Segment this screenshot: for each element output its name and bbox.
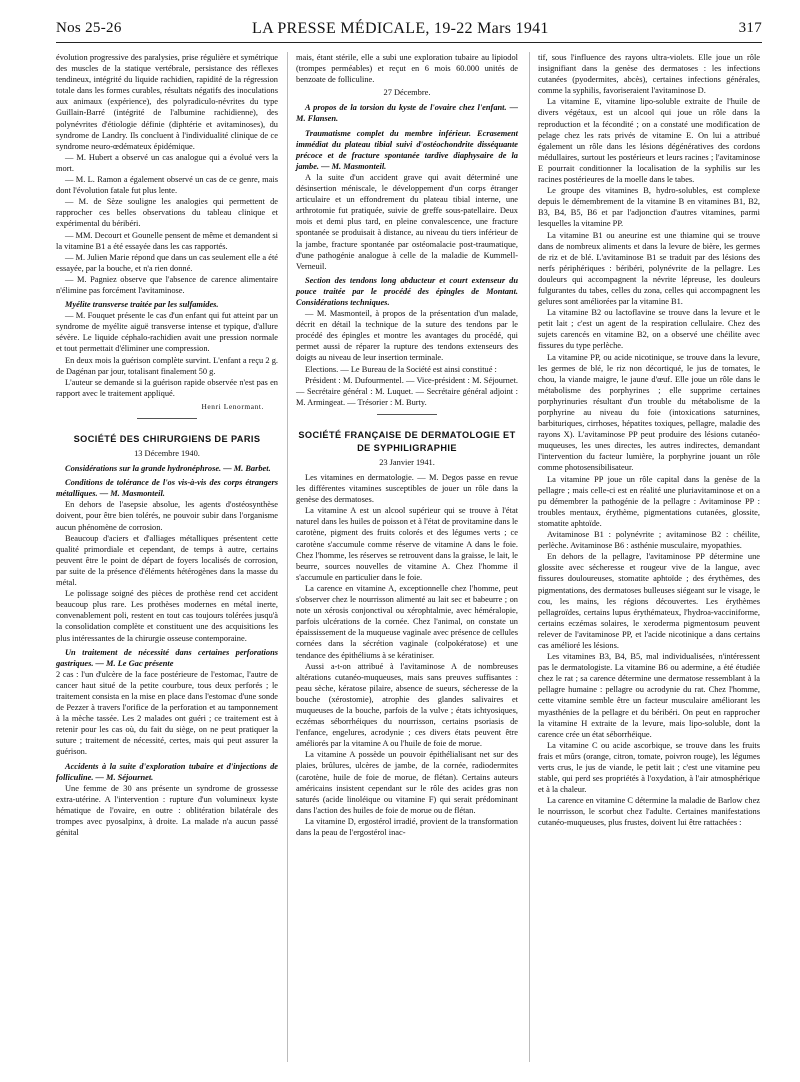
paragraph: — M. Hubert a observé un cas analogue qui a évolué vers la mort. <box>56 152 278 173</box>
paragraph: Beaucoup d'aciers et d'alliages métalliques présentent cette qualité primordiale et cependant, de temps à autre, certains peuvent être le point de départ de foyers localisés de corrosion, par suite de la présence d'éléments hétérogènes dans la masse du métal. <box>56 533 278 588</box>
paragraph: Les vitamines en dermatologie. — M. Degos passe en revue les différentes vitamines susceptibles de jouer un rôle dans la genèse des dermatoses. <box>296 473 518 505</box>
header-rule <box>56 42 762 43</box>
paragraph: L'auteur se demande si la guérison rapide observée n'est pas en rapport avec le traitement appliqué. <box>56 377 278 398</box>
paragraph: — M. Pagniez observe que l'absence de carence alimentaire n'élimine pas forcément l'avitaminose. <box>56 274 278 295</box>
issue-number: Nos 25-26 <box>56 20 122 36</box>
author-signature: Henri Lenormant. <box>201 401 264 411</box>
article-heading: Un traitement de nécessité dans certaines perforations gastriques. — M. Le Gac présente <box>56 647 278 668</box>
paragraph: Le polissage soigné des pièces de prothèse rend cet accident beaucoup plus rare. Les prothèses modernes en métal inerte, convenablement poli, restent en tout cas toujours tolérées jusqu'à la consolidation complète et constituent une des acquisitions les plus intéressantes de la chirurgie osseuse contemporaine. <box>56 589 278 643</box>
column-2 <box>296 52 518 838</box>
column-divider <box>529 52 530 1062</box>
article-heading: Section des tendons long abducteur et court extenseur du pouce traitée par le procédé des épingles de Montant. Considérations techniques. <box>296 275 518 307</box>
paragraph: La carence en vitamine C détermine la maladie de Barlow chez le nourrisson, le scorbut chez l'adulte. Certaines manifestations cutanéo-muqueuses, plus frustes, doivent lui être rattachées : <box>538 796 760 828</box>
paragraph: Aussi a-t-on attribué à l'avitaminose A de nombreuses altérations cutanéo-muqueuses, mais sans preuves suffisantes : peau sèche, kératose pilaire, absence de sueurs, sécheresse de la bouche (xérostomie), atrophie des glandes salivaires et muqueuses de la bouche, parfois de la vulve ; états ichtyosiques, eczémas séborrhéiques du nourrisson, certains psoriasis de l'enfance, engelures, acrodynie ; ces divers états peuvent être améliorés par la vitamine A ou l'huile de foie de morue. <box>296 661 518 749</box>
session-date: 13 Décembre 1940. <box>134 449 200 458</box>
section-separator <box>377 414 437 415</box>
column-3 <box>538 52 760 829</box>
article-heading: A propos de la torsion du kyste de l'ovaire chez l'enfant. — M. Flansen. <box>296 103 518 124</box>
paragraph: — M. Julien Marie répond que dans un cas seulement elle a été essayée, par la bouche, et n'a rien donné. <box>56 252 278 273</box>
running-header <box>56 20 762 42</box>
paragraph: En dehors de l'asepsie absolue, les agents d'ostéosynthèse doivent, pour être bien tolérés, ne pouvoir subir dans l'organisme aucun phénomène de corrosion. <box>56 500 278 532</box>
article-heading: Myélite transverse traitée par les sulfamides. <box>65 300 219 310</box>
paragraph: tif, sous l'influence des rayons ultra-violets. Elle joue un rôle insignifiant dans la genèse des dermatoses : les infections cutanées (pyodermites, abcès), certaines infections générales, comme la syphilis, favoriseraient l'avitaminose D. <box>538 53 760 96</box>
paragraph: La vitamine PP, ou acide nicotinique, se trouve dans la levure, les germes de blé, le riz non décortiqué, le jus de tomates, le chou, la viande maigre, le jaune d'œuf. Elle joue un rôle dans le métabolisme des porphyrines ; elle supprime certaines porphyrinuries résultant d'un trouble du métabolisme de la porphyrine au niveau du foie (intoxications saturnines, barbituriques, cirrhoses, hépatites toxiques, pellagre, maladie des rayons X). L'avitaminose PP peut produire des lésions cutanéo-muqueuses, les unes directes, les autres indirectes, demandant l'intervention du facteur lumière, la porphyrine jouant un rôle comme photosensibilisateur. <box>538 352 760 473</box>
article-heading: Traumatisme complet du membre inférieur. Ecrasement immédiat du plateau tibial suivi d'ostéochondrite disséquante précoce et de fracture spontanée tardive diaphysaire de la jambe. — M. Masmonteil. <box>296 128 518 171</box>
section-title: SOCIÉTÉ DES CHIRURGIENS DE PARIS <box>73 434 261 444</box>
paragraph: La vitamine D, ergostérol irradié, provient de la transformation dans la peau de l'ergostérol inac- <box>296 816 518 837</box>
paragraph: — M. Masmonteil, à propos de la présentation d'un malade, décrit en détail la technique de la suture des tendons par le procédé des épingles et montre les avantages du procédé, qui permet aussi de réparer la rupture des tendons extenseurs des doigts au niveau de leur insertion terminale. <box>296 309 518 363</box>
paragraph: En deux mois la guérison complète survint. L'enfant a reçu 2 g. de Dagénan par jour, totalisant finalement 50 g. <box>56 355 278 376</box>
paragraph: La vitamine A est un alcool supérieur qui se trouve à l'état naturel dans les huiles de poisson et à l'état de provitamine dans le carotène, pigment des fruits colorés et des légumes verts ; ce carotène s'accumule comme réserve de vitamine A dans le foie. Chez l'homme, les réserves se retrouvent dans la graisse, le lait, le beurre, sources nouvelles de vitamine A. Chez l'homme il s'accumule en particulier dans le foie. <box>296 506 518 582</box>
paragraph: La carence en vitamine A, exceptionnelle chez l'homme, peut s'observer chez le nourrisson alimenté au lait sec et babeurre ; on note un xérosis conjonctival ou xérophtalmie, avec héméralopie, parfois ulcérations de la cornée. Chez l'animal, on constate un épaississement de la muqueuse vaginale avec présence de cellules cornées dans la sécrétion vaginale (colpokératose) et une tendance des épithéliums à se kératiniser. <box>296 583 518 660</box>
paragraph: — MM. Decourt et Gounelle pensent de même et demandent si la vitamine B1 a été essayée dans les cas rapportés. <box>56 230 278 251</box>
paragraph: — M. de Sèze souligne les analogies qui permettent de rapprocher ces belles observations du tableau clinique et expérimental du béribéri. <box>56 197 278 229</box>
paragraph: La vitamine E, vitamine lipo-soluble extraite de l'huile de divers végétaux, est un alcool qui joue un rôle dans la reproduction et la fécondité ; on a constaté une modification de pelage chez les rats privés de vitamine E. On lui a attribué également un rôle dans les lésions dégénératives des cordons médullaires, surtout les postérieurs et leurs racines ; l'avitaminose E pourrait conditionner la localisation de la syphilis sur les racines postérieures de la moelle dans le tabes. <box>538 97 760 185</box>
article-heading: Accidents à la suite d'exploration tubaire et d'injections de folliculine. — M. Séjournet. <box>56 761 278 782</box>
paragraph: Le groupe des vitamines B, hydro-solubles, est complexe depuis le démembrement de la vitamine B en vitamines B1, B2, B3, B4, B5, B6 et par l'adjonction d'autres vitamines, parmi lesquelles la vitamine PP. <box>538 186 760 229</box>
paragraph: évolution progressive des paralysies, prise régulière et symétrique des muscles de la statique vertébrale, persistance des réflexes tendineux, intégrité du liquide rachidien, rapidité de la régression totale dans les formes curables, résultats négatifs des inoculations aux animaux (expérience), des polyradiculo-névrites du type Guillain-Barré (intégrité de l'albumine rachidienne), des polynévrites d'étiologie définie (diphtérie et avitaminoses), du syndrome de Landry. Ils concluent à l'individualité clinique de ce syndrome neuro-œdémateux épidémique. <box>56 53 278 151</box>
paragraph: A la suite d'un accident grave qui avait déterminé une désinsertion méniscale, le développement d'un corps étranger articulaire et un effondrement du plateau tibial interne, une arthrotomie fut pratiquée, suivie de greffe sous-patellaire. Deux mois et demi plus tard, en pleine convalescence, une fracture spontanée se produisait à distance, au niveau du tiers inférieur de la jambe, fracture spontanée par ostéomalacie post-traumatique, d'une pathogénie analogue à celle de la maladie de Kummell-Verneuil. <box>296 172 518 271</box>
paragraph: Elections. — Le Bureau de la Société est ainsi constitué : <box>305 364 497 374</box>
paragraph: La vitamine B2 ou lactoflavine se trouve dans la levure et le petit lait ; c'est un agent de la respiration cellulaire. Chez des sujets carencés en vitamine B2, on a observé une chéilite avec fissures du type perlèche. <box>538 308 760 351</box>
paragraph: La vitamine PP joue un rôle capital dans la genèse de la pellagre ; mais celle-ci est en réalité une pluriavitaminose et on a pu démembrer la pathogénie de la pellagre : Avitaminose PP : troubles mentaux, érythème, pigmentations cutanées, glossite, stomatite aphtoïde. <box>538 474 760 528</box>
paragraph: — M. L. Ramon a également observé un cas de ce genre, mais dont l'évolution fatale fut plus lente. <box>56 175 278 196</box>
paragraph: 2 cas : l'un d'ulcère de la face postérieure de l'estomac, l'autre de cancer haut situé de la petite courbure, tous deux perforés ; le traitement consista en la mise en place dans l'estomac d'une sonde de Pezzer à travers l'orifice de la perforation et au tamponnement à la mèche tassée. Les 2 malades ont guéri ; ce traitement est à retenir pour les cas où, du fait du siège, on ne peut pratiquer la suture ; traitement de nécessité, certes, mais qui peut assurer la guérison. <box>56 669 278 757</box>
paragraph: Président : M. Dufourmentel. — Vice-président : M. Séjournet. — Secrétaire général : M. Luquet. — Secrétaire général adjoint : M. Armingeat. — Trésorier : M. Burty. <box>296 375 518 407</box>
section-separator <box>137 418 197 419</box>
paragraph: En dehors de la pellagre, l'avitaminose PP détermine une glossite avec sécheresse et rougeur vive de la langue, avec fissures douloureuses, stomatite aphtoïde ; des érythèmes, des pigmentations, des dermatoses bulleuses siégeant sur le visage, le cou, les mains, les régions découvertes. Les érythèmes pellagroïdes, certains lupus érythémateux, l'hydroa-vacciniforme, certains eczémas solaires, le xeroderma pigmentosum peuvent relever de l'avitaminose PP, et l'acide nicotinique a dans certains cas amélioré les lésions. <box>538 552 760 650</box>
paragraph: La vitamine C ou acide ascorbique, se trouve dans les fruits frais et mûrs (orange, citron, tomate, poivron rouge), les légumes verts crus, le jus de viande, le petit lait ; c'est une vitamine peu stable, qui perd ses propriétés à l'oxydation, à l'air atmosphérique et à la chaleur. <box>538 740 760 795</box>
paragraph: Avitaminose B1 : polynévrite ; avitaminose B2 : chéilite, perlèche. Avitaminose B6 : asthénie musculaire, myopathies. <box>538 530 760 551</box>
page-number: 317 <box>738 20 762 36</box>
paragraph: Une femme de 30 ans présente un syndrome de grossesse extra-utérine. A l'intervention : rupture d'un volumineux kyste hématique de l'ovaire, en outre : oblitération bilatérale des trompes avec pyosalpinx, à droite. La malade n'a aucun passé génital <box>56 783 278 838</box>
paragraph: La vitamine B1 ou aneurine est une thiamine qui se trouve dans de nombreux aliments et dans la levure de bière, les germes de riz et de blé. L'avitaminose B1 se traduit par des lésions des nerfs périphériques : béribéri, polynévrite de la pellagre. Les douleurs qui accompagnent la névrite lépreuse, les douleurs fulgurantes du tabes, celles du zona, celles qui accompagnent les gelures sont améliorées par la vitamine B1. <box>538 230 760 307</box>
session-date: 27 Décembre. <box>383 88 431 98</box>
journal-title: LA PRESSE MÉDICALE, 19-22 Mars 1941 <box>252 20 549 37</box>
paragraph: La vitamine A possède un pouvoir épithélialisant net sur des plaies, brûlures, ulcères de jambe, de la cornée, radiodermites (carotène, huile de foie de morue, de flétan). Certains auteurs américains insistent cependant sur le rôle des acides gras non saturés (acide linoléique ou vitamine F) qui serait prédominant dans l'action des huiles de foie de morue ou de flétan. <box>296 750 518 815</box>
paragraph: Les vitamines B3, B4, B5, mal individualisées, n'intéressent pas le dermatologiste. La vitamine B6 ou adermine, a été étudiée chez le rat ; sa carence détermine une dermatose ressemblant à la pellagre humaine : pellagre ou acrodynie du rat. Chez l'homme, cette vitamine semble être un facteur musculaire améliorant les myasthénies de la pellagre et du béribéri. On peut en rapprocher la vitamine H extraite de la levure, mais lipo-soluble, dont la carence crée un état séborrhéique. <box>538 652 760 739</box>
paragraph: — M. Fouquet présente le cas d'un enfant qui fut atteint par un syndrome de myélite aiguë transverse intense et typique, d'allure sévère. Le liquide céphalo-rachidien avait une pression normale et tout permettait d'éliminer une compression. <box>56 311 278 354</box>
section-title: SOCIÉTÉ FRANÇAISE DE DERMATOLOGIE ET DE SYPHILIGRAPHIE <box>298 429 516 453</box>
paragraph: mais, étant stérile, elle a subi une exploration tubaire au lipiodol (trompes perméables) et reçut en 6 mois 60.000 unités de benzoate de folliculine. <box>296 53 518 85</box>
column-1 <box>56 52 278 838</box>
session-date: 23 Janvier 1941. <box>379 457 435 467</box>
column-divider <box>287 52 288 1062</box>
article-heading: Conditions de tolérance de l'os vis-à-vis des corps étrangers métalliques. — M. Masmonteil. <box>56 478 278 499</box>
article-heading: Considérations sur la grande hydronéphrose. — M. Barbet. <box>65 464 271 474</box>
